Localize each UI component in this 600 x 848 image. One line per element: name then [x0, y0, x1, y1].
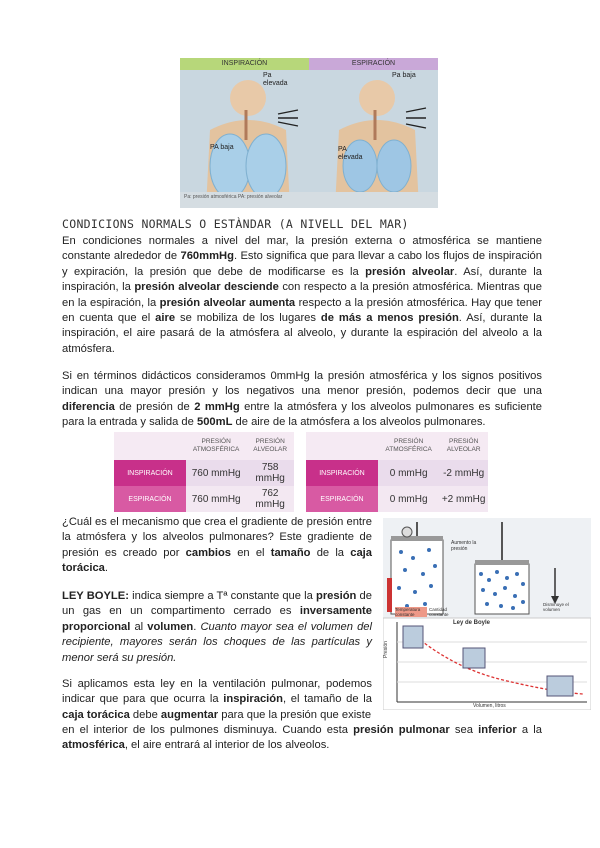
insp-lung-label: PA baja — [210, 144, 234, 151]
exp-lung-label: PA elevada — [338, 146, 363, 161]
exp-top-label: Pa baja — [392, 72, 416, 79]
graph-xaxis: Volumen, litros — [473, 703, 506, 709]
pressure-table-mmhg — [114, 432, 294, 512]
breathing-figure — [180, 58, 438, 208]
paragraph-mechanism: ¿Cuál es el mecanismo que crea el gradiente de presión entre la atmósfera y los alveolos pulmonares? Este gradiente de presión es creado por cambios en el tamaño de la caja torácica. — [62, 516, 372, 575]
insp-top-label: Pa elevada — [263, 72, 288, 87]
temp-label: Temperatura constante — [395, 607, 427, 617]
expiration-header: ESPIRACIÓN — [309, 58, 438, 70]
table2-col1: PRESIÓN ATMOSFÉRICA — [378, 432, 439, 460]
section-heading: CONDICIONS NORMALS O ESTÀNDAR (A NIVELL DEL MAR) — [62, 217, 409, 231]
paragraph-boyle-law: LEY BOYLE: indica siempre a Tª constante que la presión de un gas en un compartimento cerrado es inversamente proporcional al volumen. Cuanto mayor sea el volumen del recipiente, mayores serán los choques de las partículas y menor será su presión. — [62, 590, 372, 664]
figure-caption: Pa: presión atmosférica PA: presión alveolar — [184, 194, 283, 200]
table1-col2: PRESIÓN ALVEOLAR — [246, 432, 294, 460]
table1-col1: PRESIÓN ATMOSFÉRICA — [186, 432, 246, 460]
graph-yaxis: Presión — [383, 641, 389, 658]
table-row: INSPIRACIÓN 760 mmHg 758 mmHg — [114, 460, 294, 486]
paragraph-conditions: En condiciones normales a nivel del mar, la presión externa o atmosférica se mantiene constante alrededor de 760mmHg. Esto significa que para llevar a cabo los flujos de inspiración y expiración, la presión que debe de modificarse es la presión alveolar. Así, durante la inspiración, la presión alveolar desciende con respecto a la presión atmosférica. Mientras que en la espiración, la presión alveolar aumenta respecto a la presión atmosférica. Hay que tener en cuenta que el aire se mobiliza de los lugares de más a menos presión. Así, durante la inspiración, el aire pasará de la atmósfera al alveolo, y durante la espiración del alveolo a la atmósfera. — [62, 235, 542, 355]
paragraph-ventilation: Si aplicamos esta ley en la ventilación pulmonar, podemos indicar que para que ocurra la inspiración, el tamaño de la caja torácica debe augmentar para que la presión que existe — [62, 678, 373, 721]
table-row: ESPIRACIÓN 760 mmHg 762 mmHg — [114, 486, 294, 512]
table-row: INSPIRACIÓN 0 mmHg -2 mmHg — [306, 460, 488, 486]
quantity-label: Cantidad constante — [429, 607, 449, 617]
increase-label: Aumento la presión — [451, 540, 477, 552]
table2-col2: PRESIÓN ALVEOLAR — [439, 432, 488, 460]
breathing-illustration — [180, 70, 438, 208]
paragraph-didactic: Si en términos didácticos consideramos 0mmHg la presión atmosférica y los signos positivos indican una mayor presión y los negativos una menor presión, podemos decir que una diferencia de presión de 2 mmHg entre la atmósfera y los alveolos pulmonares es suficiente para la entrada y salida de 500mL de aire de la atmósfera a los alveolos pulmonares. — [62, 370, 542, 429]
boyle-law-figure — [383, 518, 591, 710]
pressure-table-relative — [306, 432, 488, 512]
table-row: ESPIRACIÓN 0 mmHg +2 mmHg — [306, 486, 488, 512]
inspiration-header: INSPIRACIÓN — [180, 58, 309, 70]
paragraph-ventilation-end: en el interior de los pulmones disminuya. Cuando esta presión pulmonar sea inferior a la atmosférica, el aire entrará al interior de los alveolos. — [62, 724, 542, 752]
graph-title: Ley de Boyle — [453, 620, 491, 626]
decrease-label: Disminuye el volumen — [543, 602, 569, 612]
